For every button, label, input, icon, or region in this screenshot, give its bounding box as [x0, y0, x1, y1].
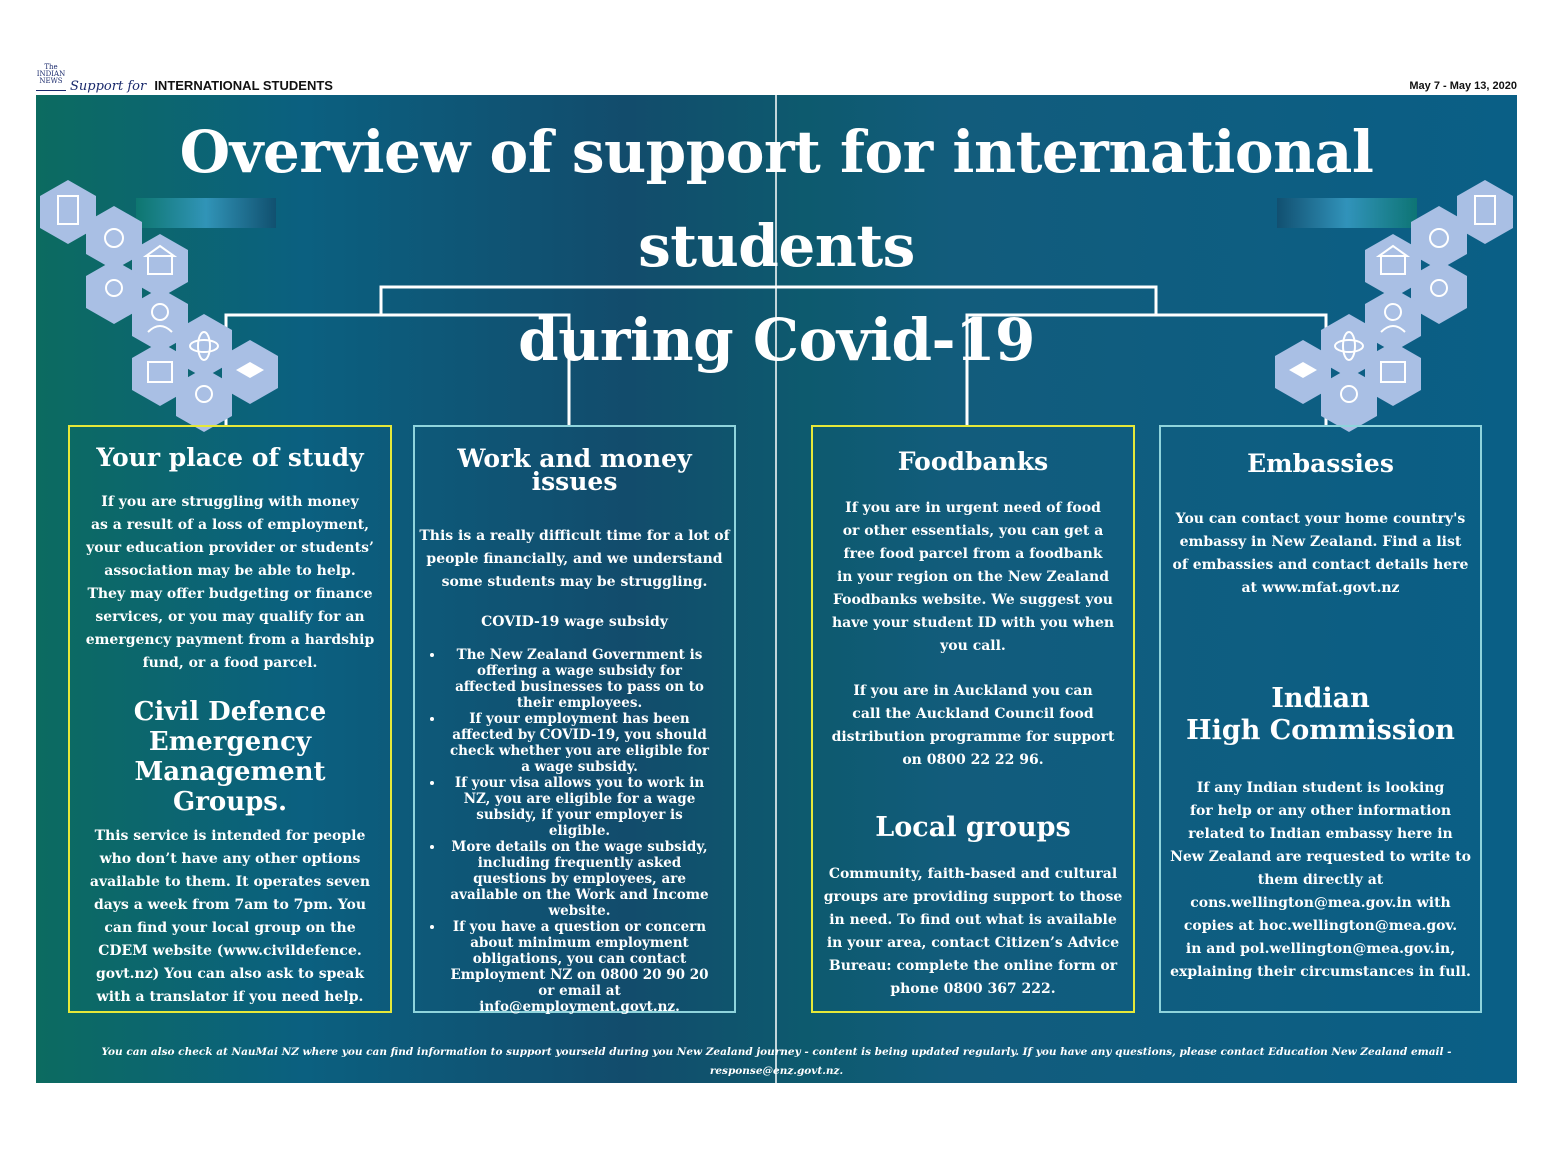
heading-embassies: Embassies: [1247, 449, 1394, 478]
box-foodbanks: [811, 425, 1135, 1013]
text-line: of embassies and contact details here: [1172, 557, 1469, 573]
heading-indian-high-commission: [1161, 683, 1480, 747]
text-line: explaining their circumstances in full.: [1170, 964, 1471, 980]
issue-date: May 7 - May 13, 2020: [1409, 80, 1517, 92]
text-line: free food parcel from a foodbank: [843, 546, 1103, 562]
heading-line: issues: [531, 467, 618, 496]
text-line: related to Indian embassy here in: [1188, 826, 1453, 842]
list-item: • More details on the wage subsidy, including frequently asked questions by employees, are available on the Work and Income website.: [445, 839, 714, 919]
text-line: If any Indian student is looking: [1196, 780, 1445, 796]
footer-line-2: All the above information is courtesy www.naumainz.studyinnewzealand.govt.nz: [541, 1084, 1012, 1096]
list-item: • If your visa allows you to work in NZ, you are eligible for a wage subsidy, if your employer is eligible.: [445, 775, 714, 839]
local-groups-text: [813, 863, 1133, 1001]
text-line: them directly at: [1257, 872, 1384, 888]
infographic-panel: [36, 95, 1517, 1096]
work-money-text: [415, 525, 734, 594]
text-line: have your student ID with you when: [831, 615, 1115, 631]
text-line: If you are struggling with money: [101, 494, 359, 510]
text-line: who don’t have any other options: [99, 851, 361, 867]
auckland-text: [813, 680, 1133, 772]
place-of-study-text: [70, 491, 390, 675]
text-line: you call.: [940, 638, 1006, 654]
text-line: They may offer budgeting or finance: [87, 586, 373, 602]
newspaper-logo: The INDIAN NEWS: [36, 64, 66, 91]
text-line: distribution programme for support: [831, 729, 1115, 745]
list-item: • If your employment has been affected by COVID-19, you should check whether you are eligible for a wage subsidy.: [445, 711, 714, 775]
text-line: If you are in Auckland you can: [853, 683, 1093, 699]
text-line: emergency payment from a hardship: [85, 632, 375, 648]
heading-line: Indian: [1271, 683, 1370, 714]
text-line: fund, or a food parcel.: [142, 655, 318, 671]
text-line: groups are providing support to those: [823, 889, 1123, 905]
text-line: association may be able to help.: [104, 563, 356, 579]
box-place-of-study: [68, 425, 392, 1013]
civil-defence-text: [70, 825, 390, 1009]
text-line: available to them. It operates seven: [89, 874, 371, 890]
list-item: • If you have a question or concern about minimum employment obligations, you can contact Employment NZ on 0800 20 90 20 or email at info@employment.govt.nz.: [445, 919, 714, 1015]
footer-note: [36, 1043, 1517, 1100]
text-line: You can contact your home country's: [1175, 511, 1466, 527]
text-line: services, or you may qualify for an: [95, 609, 365, 625]
text-line: New Zealand are requested to write to: [1170, 849, 1471, 865]
right-icon-cluster: [1267, 180, 1517, 425]
text-line: days a week from 7am to 7pm. You: [93, 897, 367, 913]
text-line: in your area, contact Citizen’s Advice: [826, 935, 1120, 951]
heading-line: Groups.: [172, 787, 288, 817]
text-line: some students may be struggling.: [441, 574, 708, 590]
section-label: [70, 78, 333, 94]
embassies-text: [1161, 508, 1480, 600]
title-line-1: Overview of support for international students: [179, 118, 1374, 280]
text-line: as a result of a loss of employment,: [90, 517, 370, 533]
masthead: [36, 62, 1517, 94]
indian-high-commission-text: [1161, 777, 1480, 984]
text-line: If you are in urgent need of food: [845, 500, 1101, 516]
heading-foodbanks: Foodbanks: [897, 447, 1049, 476]
heading-line: High Commission: [1186, 715, 1455, 746]
box-work-and-money: [413, 425, 736, 1013]
heading-line: Civil Defence: [133, 697, 327, 727]
text-line: for help or any other information: [1189, 803, 1452, 819]
text-line: in and pol.wellington@mea.gov.in,: [1185, 941, 1456, 957]
text-line: phone 0800 367 222.: [890, 981, 1056, 997]
text-line: your education provider or students’: [86, 540, 374, 556]
text-line: on 0800 22 22 96.: [902, 752, 1044, 768]
text-line: This service is intended for people: [94, 828, 366, 844]
heading-local-groups: Local groups: [875, 812, 1071, 843]
wage-subsidy-title: COVID-19 wage subsidy: [481, 614, 668, 630]
heading-line: Emergency: [148, 727, 312, 757]
text-line: at www.mfat.govt.nz: [1241, 580, 1400, 596]
section-name: INTERNATIONAL STUDENTS: [154, 78, 333, 93]
text-line: govt.nz) You can also ask to speak: [95, 966, 365, 982]
text-line: call the Auckland Council food: [852, 706, 1094, 722]
text-line: in your region on the New Zealand: [836, 569, 1110, 585]
footer-line-1: You can also check at NauMai NZ where you can find information to support yourseld during you New Zealand journey - content is being updated regularly. If you have any questions, please contact Education New Zealand email - response@enz.govt.nz.: [101, 1046, 1452, 1077]
text-line: cons.wellington@mea.gov.in with: [1190, 895, 1451, 911]
text-line: CDEM website (www.civildefence.: [98, 943, 362, 959]
wage-subsidy-list: [415, 647, 734, 1015]
text-line: This is a really difficult time for a lot of: [419, 528, 730, 544]
heading-civil-defence: [70, 697, 390, 817]
title-line-2: during Covid-19: [518, 306, 1035, 374]
text-line: Foodbanks website. We suggest you: [833, 592, 1113, 608]
text-line: embassy in New Zealand. Find a list: [1179, 534, 1462, 550]
text-line: Community, faith-based and cultural: [828, 866, 1118, 882]
foodbanks-text: [813, 497, 1133, 658]
text-line: in need. To find out what is available: [829, 912, 1117, 928]
heading-line: Management: [134, 757, 326, 787]
heading-work-and-money: [415, 444, 734, 496]
box-embassies: [1159, 425, 1482, 1013]
left-icon-cluster: [36, 180, 286, 425]
text-line: with a translator if you need help.: [96, 989, 364, 1005]
text-line: copies at hoc.wellington@mea.gov.: [1183, 918, 1458, 934]
heading-place-of-study: Your place of study: [96, 443, 364, 472]
list-item: • The New Zealand Government is offering a wage subsidy for affected businesses to pass on to their employees.: [445, 647, 714, 711]
text-line: or other essentials, you can get a: [842, 523, 1104, 539]
text-line: can find your local group on the: [104, 920, 356, 936]
heading-line: Work and money: [457, 444, 692, 473]
text-line: Bureau: complete the online form or: [828, 958, 1118, 974]
support-for-text: Support for: [70, 79, 147, 94]
text-line: people financially, and we understand: [426, 551, 723, 567]
